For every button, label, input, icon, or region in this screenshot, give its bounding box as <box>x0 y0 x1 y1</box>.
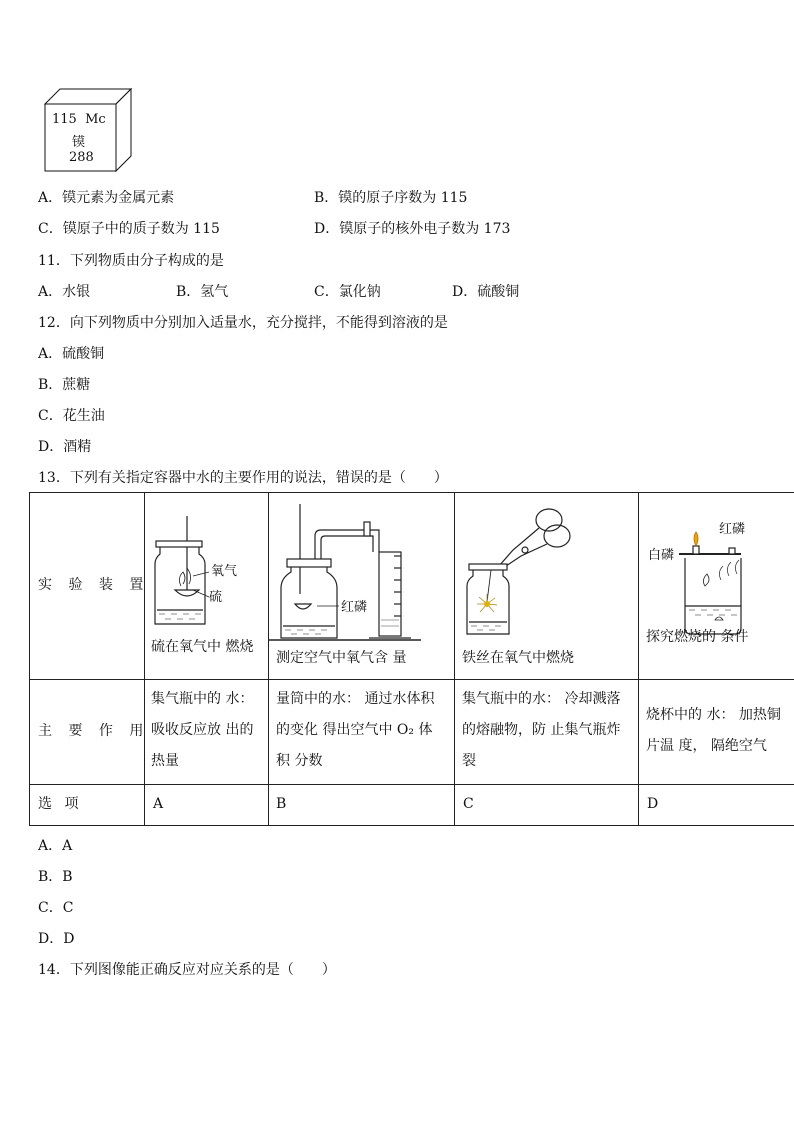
function-c: 集气瓶中的水： 冷却溅落 的熔融物，防 止集气瓶炸 裂 <box>462 691 621 769</box>
figure-d-combustion-beaker <box>679 532 741 634</box>
q12-stem: 12．向下列物质中分别加入适量水，充分搅拌，不能得到溶液的是 <box>38 315 448 331</box>
q12-option-b[interactable]: B．蔗糖 <box>38 377 91 393</box>
element-name: 镆 <box>72 135 86 150</box>
label-a-sulfur: 硫 <box>209 590 223 605</box>
element-number: 115 <box>52 112 77 127</box>
caption-c: 铁丝在氧气中燃烧 <box>462 650 574 666</box>
q10-option-a[interactable]: A．镆元素为金属元素 <box>38 190 175 206</box>
option-letter-b: B <box>276 796 287 812</box>
row-header-option: 选 项 <box>38 796 83 812</box>
q10-option-d[interactable]: D．镆原子的核外电子数为 173 <box>314 221 511 237</box>
q10-option-c[interactable]: C．镆原子中的质子数为 115 <box>38 221 220 237</box>
option-letter-c: C <box>463 796 474 812</box>
q11-option-c[interactable]: C．氯化钠 <box>314 284 381 300</box>
caption-b: 测定空气中氧气含 量 <box>276 650 407 666</box>
q13-stem: 13．下列有关指定容器中水的主要作用的说法，错误的是（ ） <box>38 470 448 486</box>
caption-d: 探究燃烧的 条件 <box>646 629 749 645</box>
element-symbol: Mc <box>85 112 106 127</box>
q13-choice-a[interactable]: A．A <box>38 838 73 854</box>
q13-table <box>29 492 794 826</box>
option-letter-d: D <box>647 796 659 812</box>
element-card <box>42 86 134 174</box>
q11-option-b[interactable]: B．氢气 <box>176 284 229 300</box>
function-d: 烧杯中的 水： 加热铜 片温 度， 隔绝空气 <box>646 707 781 754</box>
function-a: 集气瓶中的 水： 吸收反应放 出的 热量 <box>151 691 254 769</box>
row-header-device: 实 验 装 置 <box>38 577 150 593</box>
label-d-white-phosphorus: 白磷 <box>648 548 675 563</box>
label-d-red-phosphorus: 红磷 <box>719 522 746 537</box>
q14-stem: 14．下列图像能正确反应对应关系的是（ ） <box>38 962 336 978</box>
q11-option-a[interactable]: A．水银 <box>38 284 91 300</box>
q13-choice-c[interactable]: C．C <box>38 900 74 916</box>
label-b-red-phosphorus: 红磷 <box>341 600 368 615</box>
q12-option-c[interactable]: C．花生油 <box>38 408 105 424</box>
q12-option-d[interactable]: D．酒精 <box>38 439 92 455</box>
caption-a: 硫在氧气中 燃烧 <box>151 639 254 655</box>
option-letter-a: A <box>153 796 164 812</box>
q13-choice-b[interactable]: B．B <box>38 869 73 885</box>
figure-c-iron-wire-jar <box>467 509 570 634</box>
row-header-function: 主 要 作 用 <box>38 723 150 739</box>
q10-option-b[interactable]: B．镆的原子序数为 115 <box>314 190 468 206</box>
function-b: 量筒中的水： 通过水体积 的变化 得出空气中 O₂ 体 积 分数 <box>276 691 435 769</box>
figure-a-sulfur-jar <box>155 516 209 624</box>
element-mass: 288 <box>69 150 94 165</box>
q11-stem: 11．下列物质由分子构成的是 <box>38 253 224 269</box>
q13-choice-d[interactable]: D．D <box>38 931 75 947</box>
q11-option-d[interactable]: D．硫酸铜 <box>452 284 520 300</box>
q12-option-a[interactable]: A．硫酸铜 <box>38 346 105 362</box>
label-a-oxygen: 氧气 <box>211 564 238 579</box>
